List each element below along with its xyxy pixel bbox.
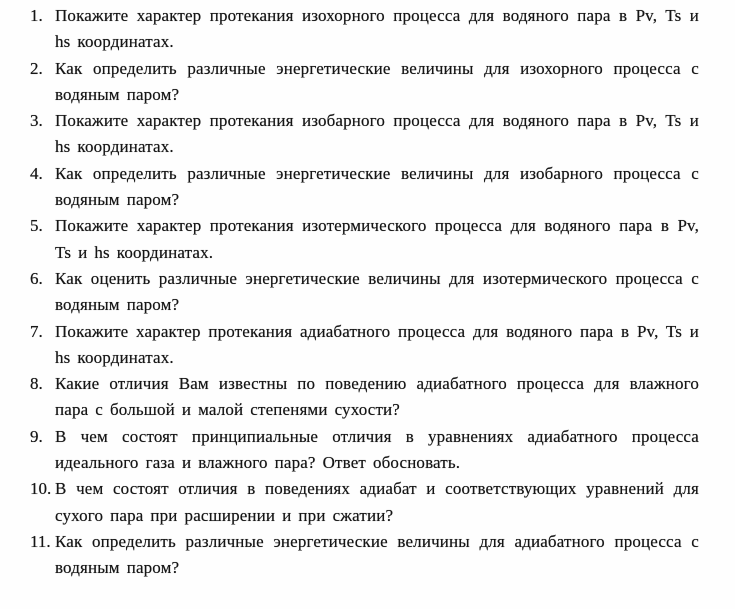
question-text: Как определить различные энергетические величины для адиабатного процесса с водяным паром?: [55, 531, 699, 578]
question-text: Покажите характер протекания изотермического процесса для водяного пара в Pv, Ts и hs координатах.: [55, 216, 699, 262]
list-item: [30, 56, 699, 109]
item-number: 5.: [30, 216, 43, 236]
item-number: 7.: [30, 321, 43, 341]
item-number: 9.: [30, 426, 43, 446]
question-text: Покажите характер протекания изобарного процесса для водяного пара в Pv, Ts и hs координатах.: [55, 111, 699, 157]
item-number: 4.: [30, 163, 43, 183]
list-item: [30, 3, 699, 56]
question-text: Покажите характер протекания адиабатного процесса для водяного пара в Pv, Ts и hs координатах.: [55, 321, 699, 367]
question-text: Как определить различные энергетические величины для изобарного процесса с водяным паром?: [55, 163, 699, 210]
list-item: [30, 371, 699, 424]
question-text: Какие отличия Вам известны по поведению адиабатного процесса для влажного пара с большой и малой степенями сухости?: [55, 374, 699, 420]
item-number: 3.: [30, 111, 43, 131]
list-item: [30, 213, 699, 266]
item-number: 10.: [30, 479, 52, 499]
list-item: [30, 108, 699, 161]
list-item: [30, 424, 699, 477]
list-item: [30, 161, 699, 214]
list-item: [30, 476, 699, 529]
question-text: В чем состоят принципиальные отличия в уравнениях адиабатного процесса идеального газа и влажного пара? Ответ обосновать.: [55, 426, 699, 473]
item-number: 8.: [30, 374, 43, 394]
item-number: 6.: [30, 268, 43, 288]
item-number: 1.: [30, 6, 43, 25]
question-text: Как определить различные энергетические величины для изохорного процесса с водяным паром?: [55, 58, 699, 104]
question-text: В чем состоят отличия в поведениях адиабат и соответствующих уравнений для сухого пара при расширении и при сжатии?: [55, 479, 699, 525]
question-text: Как оценить различные энергетические величины для изотермического процесса с водяным паром?: [55, 268, 699, 315]
item-number: 11.: [30, 531, 51, 551]
list-item: [30, 266, 699, 319]
list-item: [30, 529, 699, 582]
question-text: Покажите характер протекания изохорного процесса для водяного пара в Pv, Ts и hs координатах.: [55, 6, 699, 52]
list-item: [30, 319, 699, 372]
item-number: 2.: [30, 58, 43, 78]
